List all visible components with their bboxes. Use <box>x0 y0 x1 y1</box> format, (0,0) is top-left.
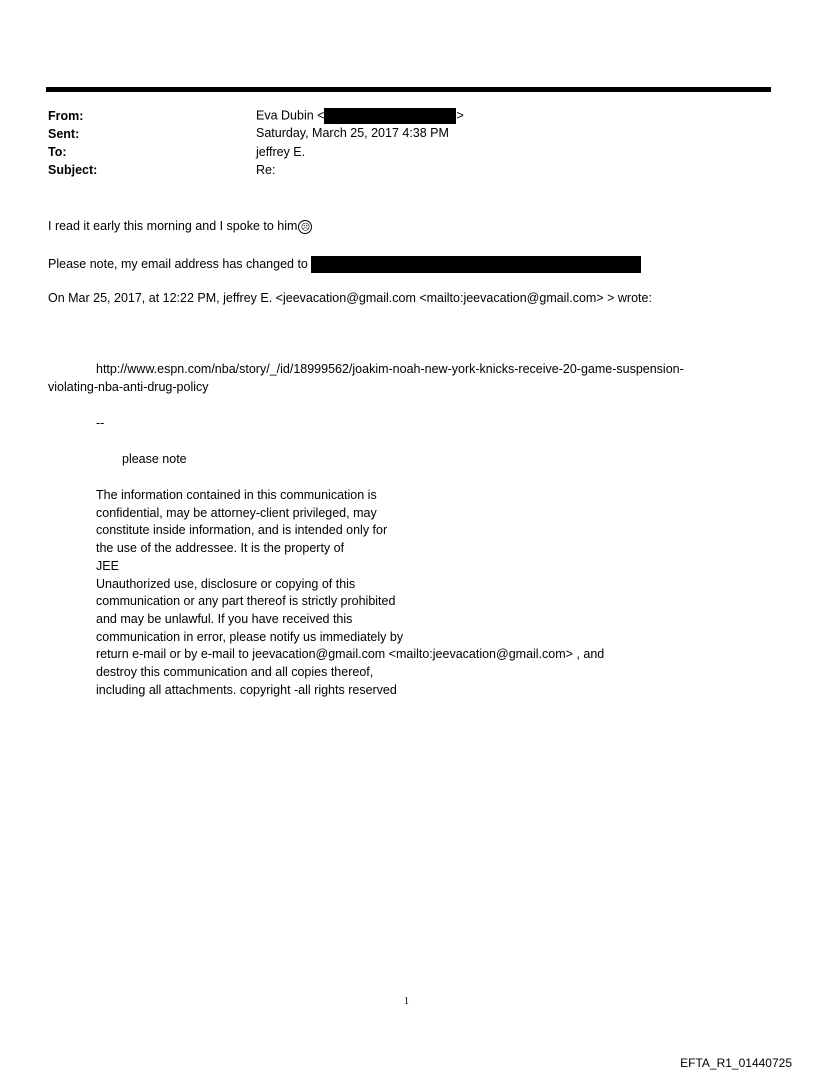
sent-value: Saturday, March 25, 2017 4:38 PM <box>256 126 449 140</box>
to-label: To: <box>48 145 67 159</box>
body-line-1: I read it early this morning and I spoke to him ☹ <box>48 219 312 234</box>
disclaimer-line: JEE <box>96 558 119 573</box>
from-name: Eva Dubin < <box>256 108 325 123</box>
url-line-1: http://www.espn.com/nba/story/_/id/18999562/joakim-noah-new-york-knicks-receive-20-game-suspension- <box>96 362 684 376</box>
document-id: EFTA_R1_01440725 <box>680 1056 792 1070</box>
please-note: please note <box>122 452 187 466</box>
disclaimer-line: the use of the addressee. It is the property of <box>96 541 345 556</box>
sad-face-icon: ☹ <box>298 220 312 234</box>
subject-value: Re: <box>256 163 276 177</box>
page-number: 1 <box>404 996 409 1007</box>
url-line-2: violating-nba-anti-drug-policy <box>48 380 209 394</box>
to-value: jeffrey E. <box>256 145 306 159</box>
body-line-2: Please note, my email address has changed to <box>48 256 641 273</box>
disclaimer-line: and may be unlawful. If you have received this <box>96 611 353 626</box>
redaction-block <box>324 108 456 124</box>
disclaimer-line: confidential, may be attorney-client privileged, may <box>96 505 377 520</box>
from-value <box>256 108 464 124</box>
disclaimer <box>96 487 604 699</box>
redaction-block <box>311 256 641 273</box>
disclaimer-line: return e-mail or by e-mail to jeevacation@gmail.com <mailto:jeevacation@gmail.com> , and <box>96 647 605 662</box>
disclaimer-line: communication in error, please notify us immediately by <box>96 629 404 644</box>
header-rule <box>46 87 771 92</box>
subject-label: Subject: <box>48 163 98 177</box>
disclaimer-line: constitute inside information, and is intended only for <box>96 523 388 538</box>
signature-separator: -- <box>96 416 105 430</box>
disclaimer-line: communication or any part thereof is strictly prohibited <box>96 594 396 609</box>
quote-intro: On Mar 25, 2017, at 12:22 PM, jeffrey E. <jeevacation@gmail.com <mailto:jeevacation@gmail.com> > wrote: <box>48 291 652 305</box>
disclaimer-line: including all attachments. copyright -all rights reserved <box>96 682 397 697</box>
from-label: From: <box>48 109 84 123</box>
disclaimer-line: destroy this communication and all copies thereof, <box>96 665 374 680</box>
disclaimer-line: The information contained in this communication is <box>96 488 377 502</box>
sent-label: Sent: <box>48 127 80 141</box>
disclaimer-line: Unauthorized use, disclosure or copying of this <box>96 576 356 591</box>
from-close: > <box>456 108 464 123</box>
